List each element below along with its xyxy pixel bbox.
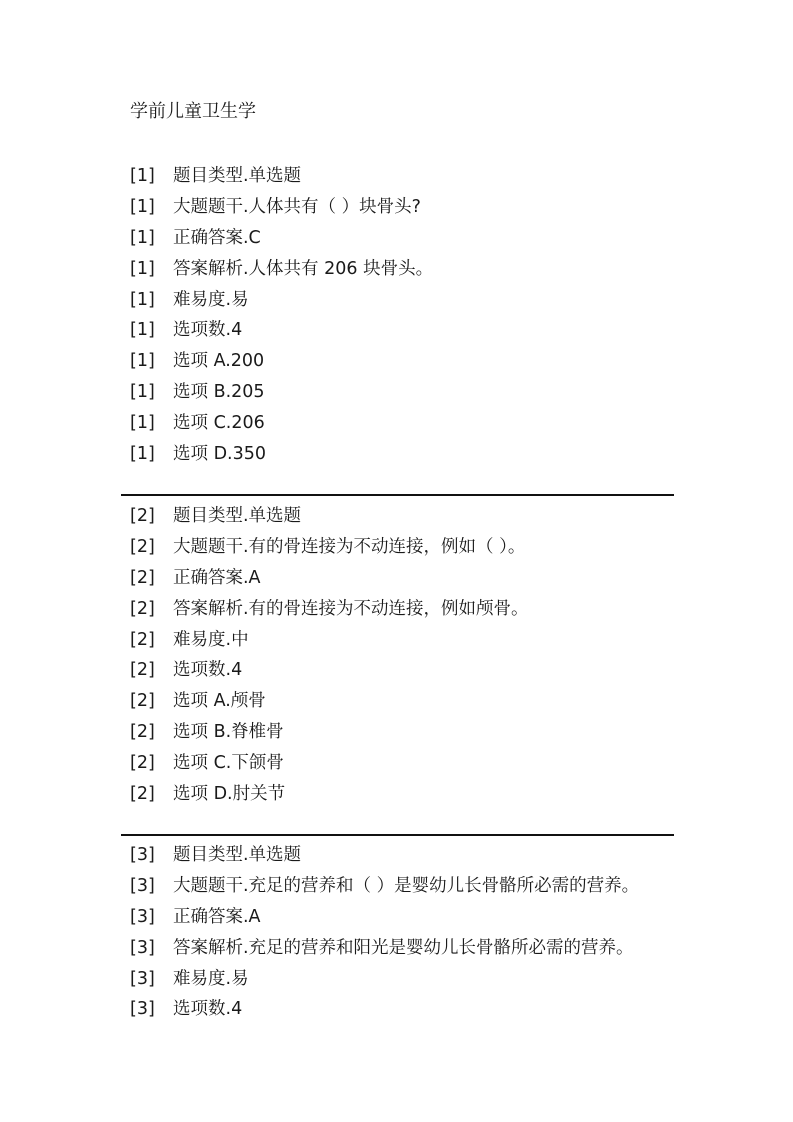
option-count-row [130, 315, 690, 346]
question-block-1 [130, 161, 690, 469]
answer-explanation: 答案解析.有的骨连接为不动连接，例如颅骨。 [173, 598, 529, 619]
difficulty: 难易度.中 [173, 629, 249, 650]
option-c: 选项 C.206 [173, 412, 265, 433]
difficulty-row [130, 963, 690, 994]
question-index: [2] [130, 567, 155, 588]
option-d: 选项 D.肘关节 [173, 783, 286, 804]
question-index: [3] [130, 845, 155, 866]
option-a: 选项 A.200 [173, 351, 265, 372]
question-index: [1] [130, 381, 155, 402]
option-count: 选项数.4 [173, 999, 243, 1020]
question-index: [1] [130, 289, 155, 310]
question-index: [2] [130, 537, 155, 558]
document-title: 学前儿童卫生学 [130, 101, 256, 122]
difficulty-row [130, 284, 690, 315]
question-stem-row [130, 532, 690, 563]
question-type: 题目类型.单选题 [173, 845, 302, 866]
question-index: [2] [130, 506, 155, 527]
option-c-row [130, 747, 690, 778]
question-index: [3] [130, 906, 155, 927]
question-index: [3] [130, 876, 155, 897]
question-index: [1] [130, 258, 155, 279]
option-count-row [130, 655, 690, 686]
difficulty: 难易度.易 [173, 289, 249, 310]
question-stem-row [130, 192, 690, 223]
option-d: 选项 D.350 [173, 443, 267, 464]
correct-answer-row [130, 563, 690, 594]
question-index: [2] [130, 691, 155, 712]
question-type-row [130, 840, 690, 871]
question-index: [2] [130, 783, 155, 804]
question-type-row [130, 161, 690, 192]
question-index: [1] [130, 351, 155, 372]
correct-answer: 正确答案.C [173, 227, 261, 248]
option-a: 选项 A.颅骨 [173, 691, 266, 712]
option-b-row [130, 377, 690, 408]
option-b: 选项 B.205 [173, 381, 265, 402]
answer-explanation-row [130, 253, 690, 284]
option-a-row [130, 686, 690, 717]
option-d-row [130, 778, 690, 809]
option-count: 选项数.4 [173, 660, 243, 681]
question-index: [3] [130, 999, 155, 1020]
question-index: [2] [130, 598, 155, 619]
option-d-row [130, 438, 690, 469]
question-index: [2] [130, 752, 155, 773]
question-index: [1] [130, 166, 155, 187]
answer-explanation-row [130, 593, 690, 624]
question-index: [2] [130, 629, 155, 650]
question-index: [1] [130, 227, 155, 248]
question-index: [3] [130, 968, 155, 989]
option-a-row [130, 346, 690, 377]
option-count: 选项数.4 [173, 320, 243, 341]
question-index: [3] [130, 937, 155, 958]
correct-answer: 正确答案.A [173, 906, 261, 927]
answer-explanation-row [130, 932, 690, 963]
question-index: [1] [130, 443, 155, 464]
question-index: [2] [130, 660, 155, 681]
question-type: 题目类型.单选题 [173, 506, 302, 527]
question-index: [1] [130, 412, 155, 433]
question-type: 题目类型.单选题 [173, 166, 302, 187]
correct-answer-row [130, 223, 690, 254]
question-block-2 [130, 501, 690, 809]
question-stem: 大题题干.人体共有（ ）块骨头? [173, 197, 421, 218]
correct-answer-row [130, 902, 690, 933]
question-stem: 大题题干.有的骨连接为不动连接，例如（ ）。 [173, 537, 526, 558]
question-divider [121, 834, 674, 836]
option-c-row [130, 407, 690, 438]
option-b: 选项 B.脊椎骨 [173, 721, 284, 742]
question-index: [1] [130, 197, 155, 218]
difficulty: 难易度.易 [173, 968, 249, 989]
answer-explanation: 答案解析.充足的营养和阳光是婴幼儿长骨骼所必需的营养。 [173, 937, 634, 958]
question-divider [121, 494, 674, 496]
option-c: 选项 C.下颌骨 [173, 752, 284, 773]
option-count-row [130, 994, 690, 1025]
correct-answer: 正确答案.A [173, 567, 261, 588]
question-block-3 [130, 840, 690, 1025]
question-index: [1] [130, 320, 155, 341]
difficulty-row [130, 624, 690, 655]
question-index: [2] [130, 721, 155, 742]
answer-explanation: 答案解析.人体共有 206 块骨头。 [173, 258, 434, 279]
question-type-row [130, 501, 690, 532]
question-stem-row [130, 871, 690, 902]
option-b-row [130, 717, 690, 748]
question-stem: 大题题干.充足的营养和（ ）是婴幼儿长骨骼所必需的营养。 [173, 876, 640, 897]
